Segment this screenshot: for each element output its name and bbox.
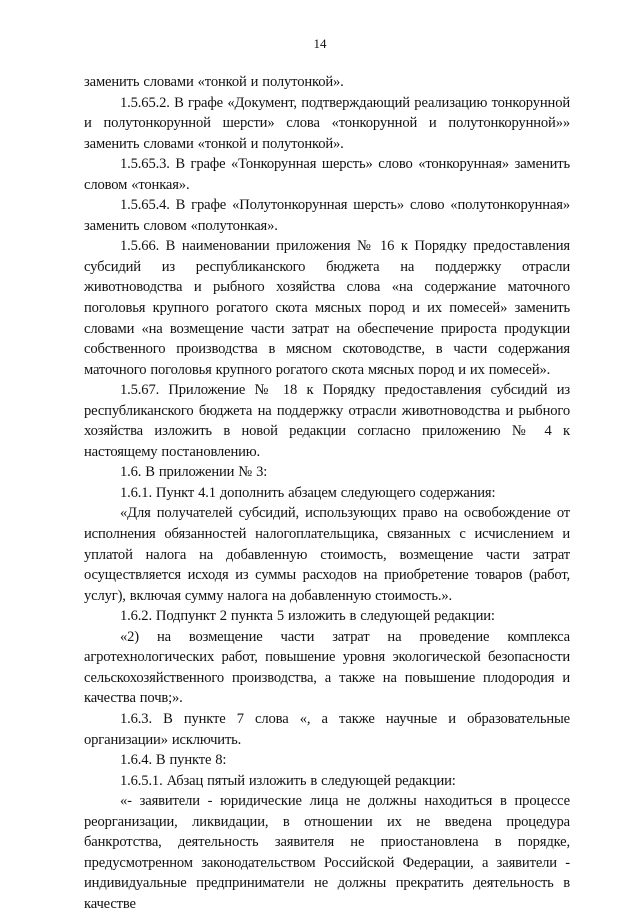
paragraph: «Для получателей субсидий, использующих право на освобождение от исполнения обязанностей налогоплательщика, связанных с исчислением и уплатой налога на добавленную стоимость, возмещение части затрат осуществляется исходя из суммы расходов на приобретение товаров (работ, услуг), включая сумму налога на добавленную стоимость.». [84,505,570,604]
paragraph: «2) на возмещение части затрат на проведение комплекса агротехнологических работ, повышение уровня экологической безопасности сельскохозяйственного производства, а также на повышение плодородия и качества почв;». [84,628,570,707]
paragraph: 1.5.65.4. В графе «Полутонкорунная шерсть» слово «полутонкорунная» заменить словом «полутонкая». [84,197,570,234]
paragraph: заменить словами «тонкой и полутонкой». [84,74,344,90]
paragraph: 1.6.4. В пункте 8: [120,752,227,769]
paragraph: «- заявители - юридические лица не должны находиться в процессе реорганизации, ликвидации, в отношении их не введена процедура банкротства, деятельность заявителя не приостановлена в порядке, предусмотренном законодательством Российской Федерации, а заявители - индивидуальные предприниматели не должны прекратить деятельность в качестве [84,793,570,912]
paragraph: 1.5.65.3. В графе «Тонкорунная шерсть» слово «тонкорунная» заменить словом «тонкая». [84,156,570,193]
document-body [84,72,570,914]
paragraph: 1.6.5.1. Абзац пятый изложить в следующей редакции: [120,772,456,789]
page-number: 14 [313,36,327,51]
paragraph: 1.5.65.2. В графе «Документ, подтверждающий реализацию тонкорунной и полутонкорунной шерсти» слова «тонкорунной и полутонкорунной»» заменить словами «тонкой и полутонкой». [84,94,570,152]
paragraph: 1.6. В приложении № 3: [120,464,268,481]
paragraph: 1.6.1. Пункт 4.1 дополнить абзацем следующего содержания: [120,484,496,501]
paragraph: 1.5.67. Приложение № 18 к Порядку предоставления субсидий из республиканского бюджета на поддержку отрасли животноводства и рыбного хозяйства изложить в новой редакции согласно приложению № 4 к настоящему постановлению. [84,382,570,460]
paragraph: 1.6.3. В пункте 7 слова «, а также научные и образовательные организации» исключить. [84,710,570,748]
paragraph: 1.5.66. В наименовании приложения № 16 к Порядку предоставления субсидий из республиканского бюджета на поддержку отрасли животноводства и рыбного хозяйства слова «на содержание маточного поголовья крупного рогатого скота мясных пород и их помесей» заменить словами «на возмещение части затрат на обеспечение прироста продукции собственного производства в мясном скотоводстве, в части содержания маточного поголовья крупного рогатого скота мясных пород и их помесей». [84,238,570,378]
paragraph: 1.6.2. Подпункт 2 пункта 5 изложить в следующей редакции: [120,608,495,625]
